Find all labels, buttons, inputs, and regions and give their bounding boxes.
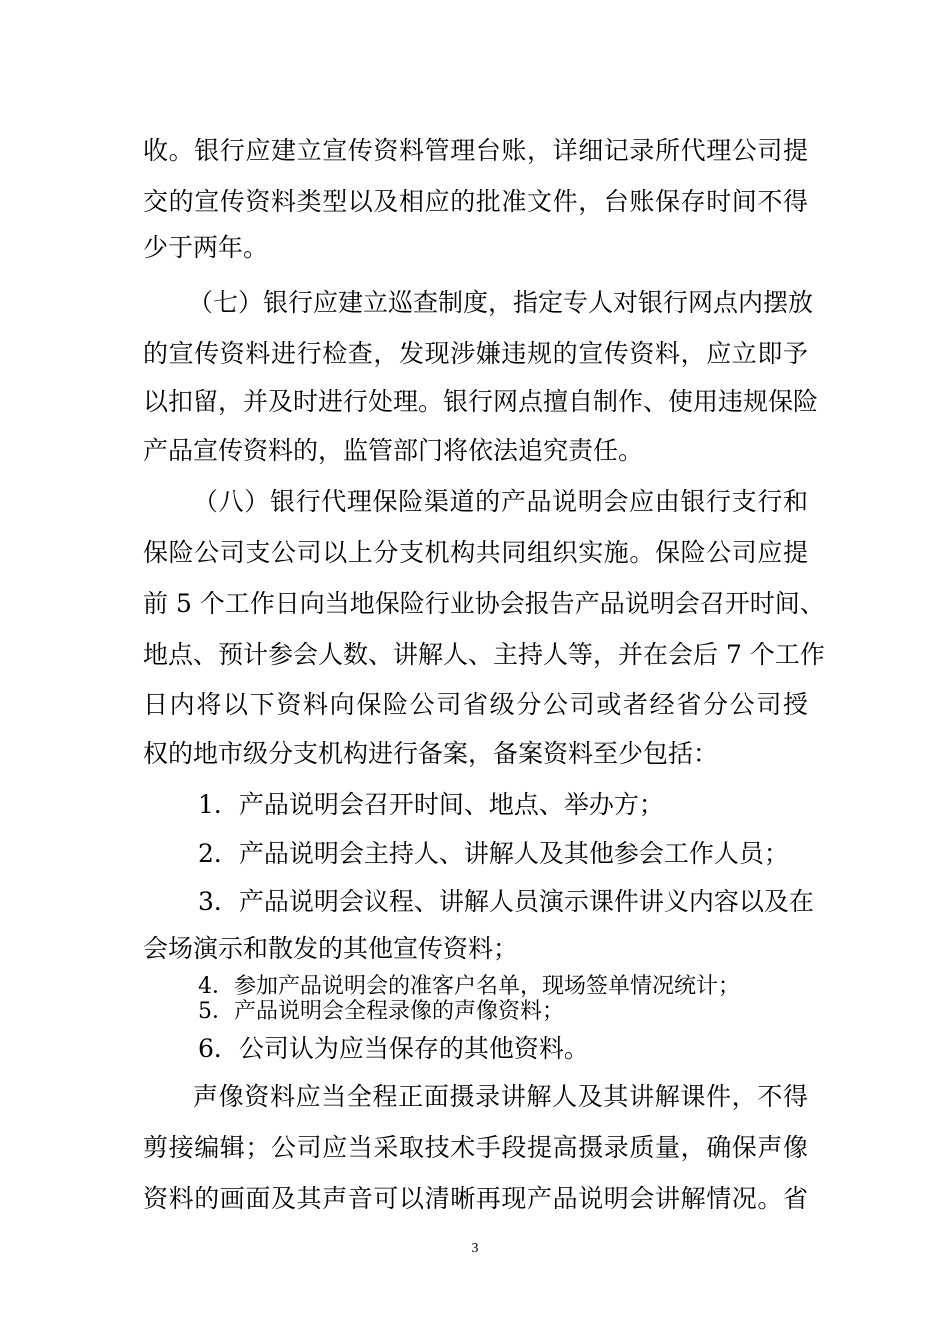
line-text: 日内将以下资料向保险公司省级分公司或者经省分公司授 <box>143 690 808 719</box>
line-text: （八）银行代理保险渠道的产品说明会应由银行支行和 <box>193 487 808 516</box>
line-text: 会场演示和散发的其他宣传资料； <box>143 934 519 963</box>
line-text: 以扣留，并及时进行处理。银行网点擅自制作、使用违规保险 <box>143 387 819 416</box>
line-text: 剪接编辑；公司应当采取技术手段提高摄录质量，确保声像 <box>143 1133 808 1162</box>
line-text: 的宣传资料进行检查，发现涉嫌违规的宣传资料，应立即予 <box>143 339 808 368</box>
line-text: 交的宣传资料类型以及相应的批准文件，台账保存时间不得 <box>143 187 808 216</box>
line-text: 权的地市级分支机构进行备案，备案资料至少包括： <box>143 739 719 768</box>
line-text: 4．参加产品说明会的准客户名单，现场签单情况统计； <box>198 974 740 999</box>
line-text: 6．公司认为应当保存的其他资料。 <box>198 1034 589 1063</box>
line-text: 前 5 个工作日向当地保险行业协会报告产品说明会召开时间、 <box>143 589 825 618</box>
line-text: 5．产品说明会全程录像的声像资料； <box>198 999 564 1024</box>
line-text: 收。银行应建立宣传资料管理台账，详细记录所代理公司提 <box>143 136 808 165</box>
line-text: 1．产品说明会召开时间、地点、举办方； <box>198 790 664 819</box>
line-text: 3．产品说明会议程、讲解人员演示课件讲义内容以及在 <box>198 887 814 916</box>
line-text: 2．产品说明会主持人、讲解人及其他参会工作人员； <box>198 839 789 868</box>
line-text: 保险公司支公司以上分支机构共同组织实施。保险公司应提 <box>143 538 808 567</box>
page-number: 3 <box>471 1241 479 1256</box>
line-text: 少于两年。 <box>143 233 269 262</box>
line-text: 资料的画面及其声音可以清晰再现产品说明会讲解情况。省 <box>143 1184 808 1213</box>
line-text: （七）银行应建立巡查制度，指定专人对银行网点内摆放 <box>188 288 814 317</box>
line-text: 声像资料应当全程正面摄录讲解人及其讲解课件，不得 <box>193 1082 808 1111</box>
line-text: 地点、预计参会人数、讲解人、主持人等，并在会后 7 个工作 <box>143 640 825 669</box>
line-text: 产品宣传资料的，监管部门将依法追究责任。 <box>143 436 644 465</box>
